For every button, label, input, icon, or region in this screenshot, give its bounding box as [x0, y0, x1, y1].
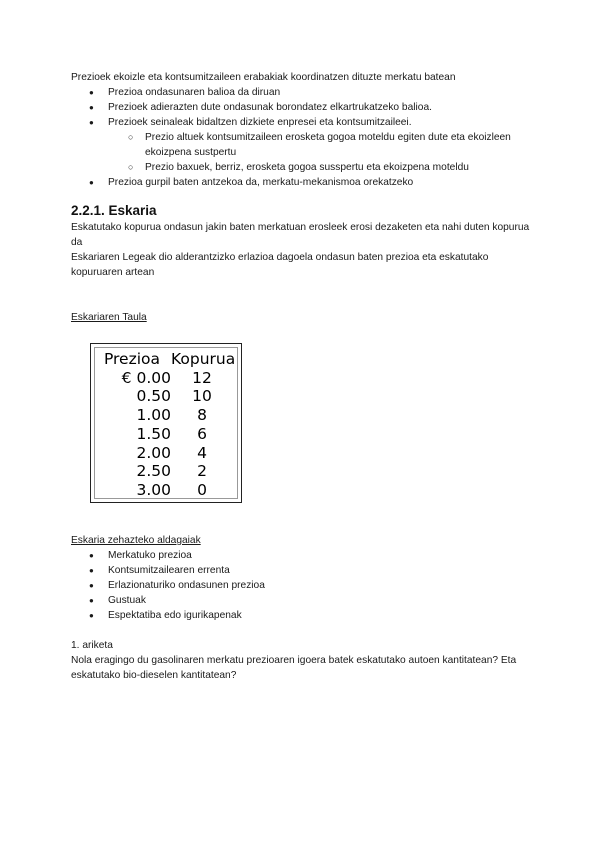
sub-list-item: ○ Prezio altuek kontsumitzaileen erosketa gogoa moteldu egiten dute eta ekoizleen ekoizpena sustpertu: [71, 130, 541, 160]
section-heading: 2.2.1. Eskaria: [71, 203, 157, 218]
price-cell: 2.00: [136, 443, 171, 462]
list-item: ● Espektatiba edo igurikapenak: [71, 608, 541, 623]
sub-list-item: ○ Prezio baxuek, berriz, erosketa gogoa susspertu eta ekoizpena moteldu: [71, 160, 541, 175]
table-header-row: [99, 350, 236, 369]
list-item: ● Kontsumitzailearen errenta: [71, 563, 541, 578]
quantity-cell: 2: [197, 462, 207, 481]
list-item: ● Prezioek seinaleak bidaltzen dizkiete enpresei eta kontsumitzaileei.: [71, 115, 541, 130]
list-item: ● Prezioek adierazten dute ondasunak borondatez elkartrukatzeko balioa.: [71, 100, 541, 115]
table-row: [99, 369, 233, 388]
quantity-cell: 12: [192, 368, 212, 387]
determinants-title: Eskaria zehazteko aldagaiak: [71, 535, 201, 546]
column-header-price: Prezioa: [103, 350, 161, 368]
law-text: Eskariaren Legeak dio alderantzizko erlazioa dagoela ondasun baten prezioa eta eskatutako kopuruaren artean: [71, 252, 489, 278]
list-item: ● Prezioa gurpil baten antzekoa da, merkatu-mekanismoa orekatzeko: [71, 175, 541, 190]
quantity-cell: 4: [197, 443, 207, 462]
demand-table: [90, 343, 242, 503]
intro-text: Prezioek ekoizle eta kontsumitzaileen erabakiak koordinatzen dituzte merkatu batean: [71, 72, 456, 83]
table-row: [99, 406, 233, 425]
quantity-cell: 8: [197, 406, 207, 425]
list-item: ● Prezioa ondasunaren balioa da diruan: [71, 85, 541, 100]
definition-text: Eskatutako kopurua ondasun jakin baten merkatuan erosleek erosi dezaketen eta nahi duten kopurua da: [71, 222, 530, 248]
exercise-text: Nola eragingo du gasolinaren merkatu prezioaren igoera batek eskatutako autoen kantitatean? Eta eskatutako bio-dieselen kantitatean?: [71, 655, 517, 681]
list-item: ● Erlazionaturiko ondasunen prezioa: [71, 578, 541, 593]
quantity-cell: 0: [197, 480, 207, 499]
column-header-quantity: Kopurua: [171, 350, 236, 368]
price-cell: 1.00: [136, 406, 171, 425]
table-title: Eskariaren Taula: [71, 312, 147, 323]
table-row: [99, 462, 233, 481]
price-cell: 1.50: [136, 424, 171, 443]
price-cell: 3.00: [136, 480, 171, 499]
exercise-title: 1. ariketa: [71, 640, 113, 651]
list-item: ● Merkatuko prezioa: [71, 548, 541, 563]
quantity-cell: 10: [192, 387, 212, 406]
currency-symbol: €: [121, 368, 132, 387]
price-cell: 0.50: [136, 387, 171, 406]
table-row: [99, 444, 233, 463]
price-bullet-list: [71, 85, 541, 190]
list-item: ● Gustuak: [71, 593, 541, 608]
quantity-cell: 6: [197, 424, 207, 443]
table-row: [99, 387, 233, 406]
table-row: [99, 481, 233, 500]
price-cell: 0.00: [136, 368, 171, 387]
document-page: [71, 70, 541, 683]
price-cell: 2.50: [136, 462, 171, 481]
table-row: [99, 425, 233, 444]
determinants-list: [71, 548, 541, 623]
